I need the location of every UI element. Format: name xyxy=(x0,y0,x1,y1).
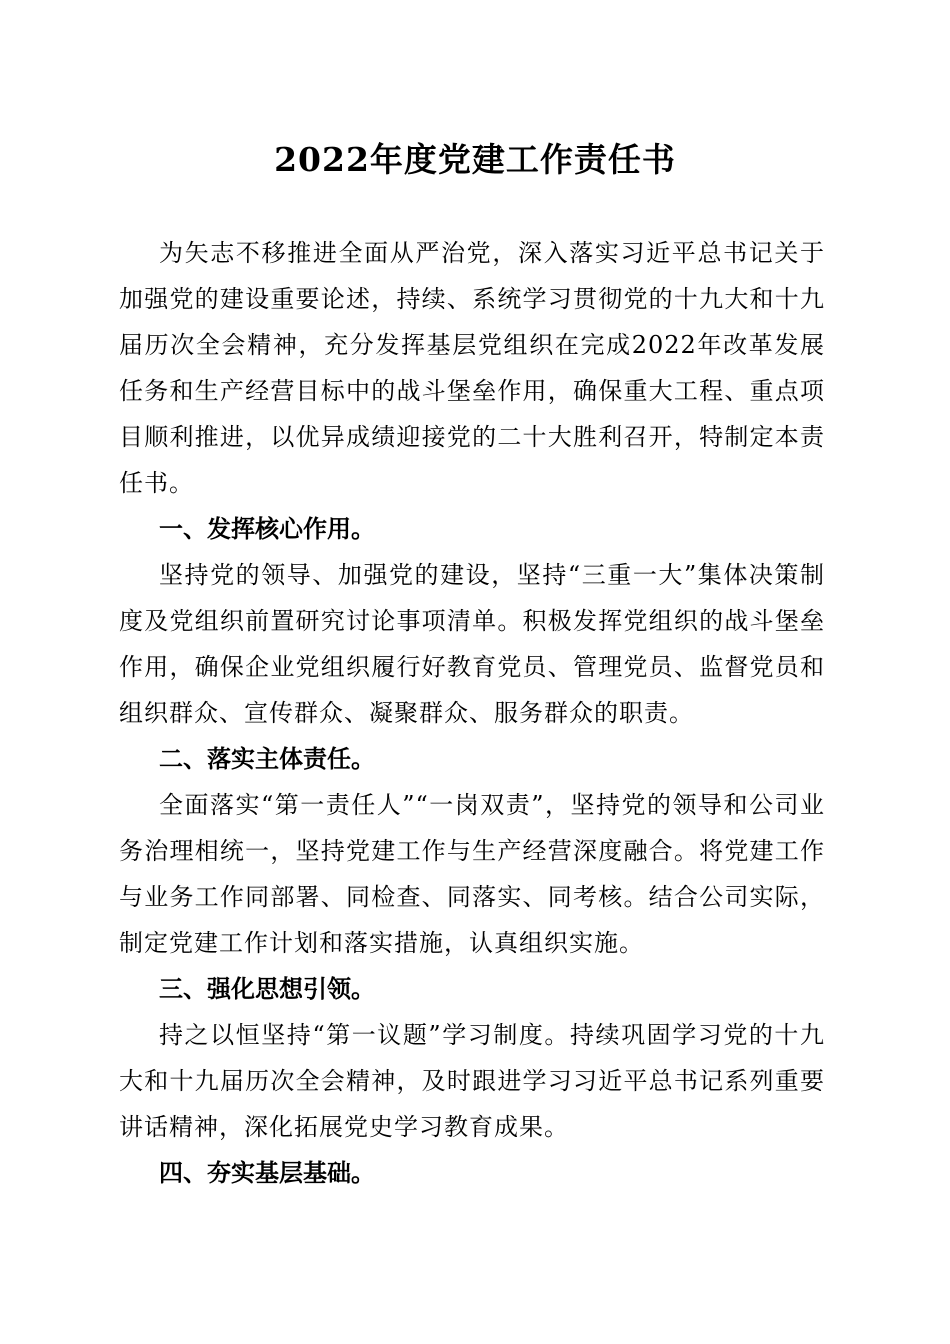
section-3-heading: 三、强化思想引领。 xyxy=(159,975,375,1003)
document-title: 2022年度党建工作责任书 xyxy=(274,140,676,179)
section-2-text: 全面落实“第一责任人”“一岗双责”，坚持党的领导和公司业务治理相统一，坚持党建工作与生产经营深度融合。将党建工作与业务工作同部署、同检查、同落实、同考核。结合公司实际，制定党建工作计划和落实措施，认真组织实施。 xyxy=(119,791,825,957)
section-4-heading: 四、夯实基层基础。 xyxy=(159,1159,375,1187)
section-2-heading: 二、落实主体责任。 xyxy=(159,745,375,773)
section-1-heading: 一、发挥核心作用。 xyxy=(159,515,375,543)
section-1-text: 坚持党的领导、加强党的建设，坚持“三重一大”集体决策制度及党组织前置研究讨论事项清单。积极发挥党组织的战斗堡垒作用，确保企业党组织履行好教育党员、管理党员、监督党员和组织群众、宣传群众、凝聚群众、服务群众的职责。 xyxy=(119,561,825,727)
intro-paragraph: 为矢志不移推进全面从严治党，深入落实习近平总书记关于加强党的建设重要论述，持续、系统学习贯彻党的十九大和十九届历次全会精神，充分发挥基层党组织在完成2022年改革发展任务和生产经营目标中的战斗堡垒作用，确保重大工程、重点项目顺利推进，以优异成绩迎接党的二十大胜利召开，特制定本责任书。 xyxy=(119,239,825,497)
document-body xyxy=(119,230,825,1196)
section-3-text: 持之以恒坚持“第一议题”学习制度。持续巩固学习党的十九大和十九届历次全会精神，及时跟进学习习近平总书记系列重要讲话精神，深化拓展党史学习教育成果。 xyxy=(119,1021,825,1141)
